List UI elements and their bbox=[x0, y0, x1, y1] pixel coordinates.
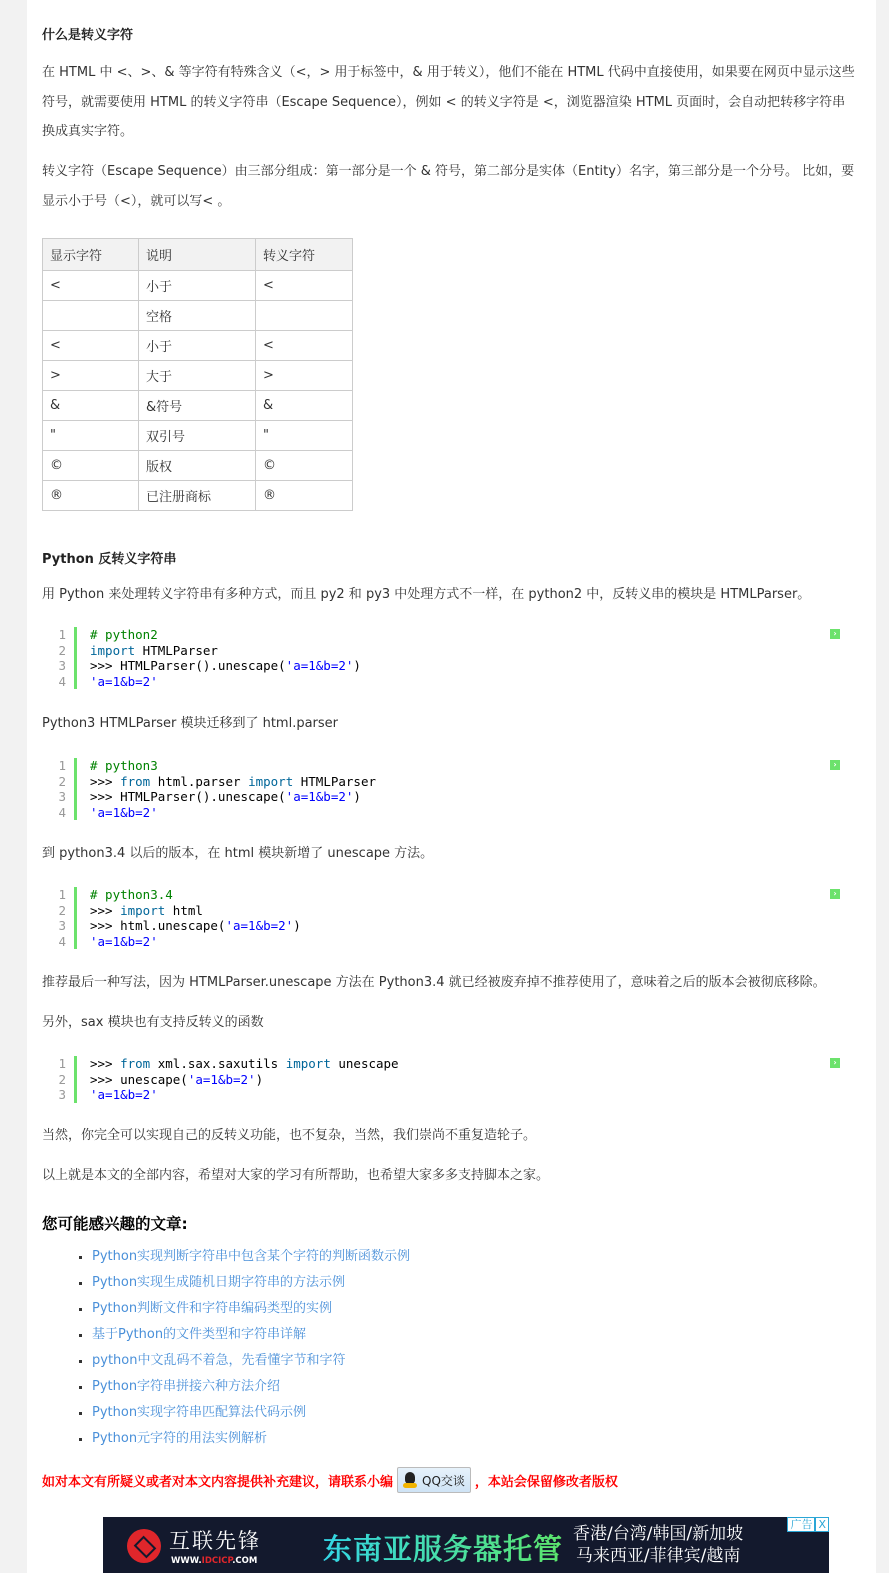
code-token: import bbox=[285, 1056, 331, 1071]
line-number: 3 bbox=[42, 1087, 77, 1103]
code-token: html.parser bbox=[150, 773, 249, 789]
code-text bbox=[77, 789, 361, 805]
code-line bbox=[42, 658, 842, 674]
table-cell: > bbox=[43, 361, 139, 391]
code-line bbox=[42, 934, 842, 950]
code-token: 'a=1&b=2' bbox=[225, 918, 294, 933]
code-text bbox=[77, 887, 173, 903]
code-line bbox=[42, 918, 842, 934]
table-cell: © bbox=[43, 451, 139, 481]
table-row bbox=[43, 301, 353, 331]
code-text bbox=[77, 627, 158, 643]
table-cell: 大于 bbox=[139, 361, 256, 391]
code-line bbox=[42, 1087, 842, 1103]
code-token: ) bbox=[353, 658, 361, 673]
ad-regions bbox=[573, 1523, 743, 1567]
line-number: 3 bbox=[42, 789, 77, 805]
related-article-link[interactable]: Python判断文件和字符串编码类型的实例 bbox=[92, 1301, 333, 1316]
paragraph-no-reinvent: 当然，你完全可以实现自己的反转义功能，也不复杂，当然，我们崇尚不重复造轮子。 bbox=[42, 1128, 537, 1143]
line-number: 4 bbox=[42, 674, 77, 690]
table-cell: © bbox=[256, 451, 353, 481]
code-text bbox=[77, 903, 203, 919]
code-token: import bbox=[120, 902, 166, 918]
qq-chat-label: QQ交谈 bbox=[422, 1473, 465, 1488]
code-token: from bbox=[120, 773, 151, 789]
code-token: >>> bbox=[90, 773, 121, 789]
code-text bbox=[77, 1056, 399, 1072]
line-number: 1 bbox=[42, 887, 77, 903]
table-row bbox=[43, 421, 353, 451]
related-articles-title: 您可能感兴趣的文章: bbox=[42, 1215, 188, 1233]
code-text bbox=[77, 643, 218, 659]
line-number: 4 bbox=[42, 805, 77, 821]
code-text bbox=[77, 658, 361, 674]
code-text bbox=[77, 674, 158, 690]
code-token: 'a=1&b=2' bbox=[285, 789, 354, 804]
section-title-python-unescape: Python 反转义字符串 bbox=[42, 552, 177, 567]
paragraph-escape-intro: 在 HTML 中 <、>、& 等字符有特殊含义（<，> 用于标签中，& 用于转义），他们不能在 HTML 代码中直接使用，如果要在网页中显示这些符号，就需要使用 HTML 的转义字符串（Escape Sequence），例如 < 的转义字符是 <，浏览器渲染 HTML 页面时，会自动把转移字符串换成真实字符。 bbox=[42, 65, 855, 139]
code-line bbox=[42, 789, 842, 805]
related-article-link[interactable]: Python实现判断字符串中包含某个字符的判断函数示例 bbox=[92, 1249, 411, 1264]
ad-tag bbox=[787, 1517, 829, 1532]
code-token: # python3.4 bbox=[90, 887, 173, 902]
table-cell: 空格 bbox=[139, 301, 256, 331]
table-cell: ® bbox=[256, 481, 353, 511]
notice-text-after: ，本站会保留修改者版权 bbox=[474, 1474, 618, 1490]
list-item bbox=[77, 1400, 410, 1426]
paragraph-python34: 到 python3.4 以后的版本，在 html 模块新增了 unescape 方法。 bbox=[42, 846, 434, 861]
code-token: 'a=1&b=2' bbox=[285, 658, 354, 673]
code-token: html bbox=[165, 902, 203, 918]
copy-code-icon[interactable]: › bbox=[830, 1058, 840, 1068]
code-text bbox=[77, 918, 301, 934]
ad-url bbox=[171, 1556, 257, 1566]
code-token: unescape bbox=[330, 1056, 399, 1071]
ad-regions-line2: 马来西亚/菲律宾/越南 bbox=[575, 1546, 741, 1566]
column-header: 转义字符 bbox=[256, 239, 353, 271]
line-number: 3 bbox=[42, 658, 77, 674]
ad-headline: 东南亚服务器托管 bbox=[323, 1527, 563, 1568]
table-cell: & bbox=[43, 391, 139, 421]
code-token: HTMLParser bbox=[135, 642, 218, 658]
ad-brand-name: 互联先锋 bbox=[169, 1529, 261, 1553]
line-number: 2 bbox=[42, 903, 77, 919]
code-token: >>> HTMLParser().unescape( bbox=[90, 789, 286, 804]
list-item bbox=[77, 1426, 410, 1452]
ad-url-brand: IDCICP bbox=[201, 1556, 233, 1566]
article-page bbox=[27, 0, 876, 1573]
code-token: ) bbox=[255, 1071, 264, 1087]
list-item bbox=[77, 1348, 410, 1374]
code-line bbox=[42, 674, 842, 690]
line-number: 1 bbox=[42, 1056, 77, 1072]
code-text bbox=[77, 774, 376, 790]
code-token: >>> html.unescape( bbox=[90, 918, 226, 933]
code-token: # python2 bbox=[90, 627, 158, 642]
code-block bbox=[42, 758, 842, 820]
code-line bbox=[42, 627, 842, 643]
table-cell: ® bbox=[43, 481, 139, 511]
line-number: 2 bbox=[42, 643, 77, 659]
related-article-link[interactable]: Python实现生成随机日期字符串的方法示例 bbox=[92, 1275, 346, 1290]
code-token: 'a=1&b=2' bbox=[90, 673, 158, 689]
paragraph-sax: 另外，sax 模块也有支持反转义的函数 bbox=[42, 1015, 264, 1030]
table-cell: 小于 bbox=[139, 271, 256, 301]
list-item bbox=[77, 1322, 410, 1348]
copy-code-icon[interactable]: › bbox=[830, 629, 840, 639]
table-cell: & bbox=[256, 391, 353, 421]
code-text bbox=[77, 1072, 263, 1088]
ad-regions-line1: 香港/台湾/韩国/新加坡 bbox=[573, 1524, 744, 1544]
qq-penguin-icon bbox=[403, 1472, 417, 1488]
section-title-escape: 什么是转义字符 bbox=[42, 28, 134, 43]
code-block bbox=[42, 887, 842, 949]
table-cell: " bbox=[256, 421, 353, 451]
line-number: 2 bbox=[42, 1072, 77, 1088]
code-token: 'a=1&b=2' bbox=[90, 1087, 158, 1102]
ad-close-icon[interactable]: X bbox=[815, 1517, 829, 1532]
code-token: ) bbox=[353, 789, 361, 804]
paragraph-python3-parser: Python3 HTMLParser 模块迁移到了 html.parser bbox=[42, 716, 339, 731]
paragraph-escape-structure: 转义字符（Escape Sequence）由三部分组成：第一部分是一个 & 符号，第二部分是实体（Entity）名字，第三部分是一个分号。 比如，要显示小于号（<），就可以写< 。 bbox=[42, 164, 855, 209]
table-cell: " bbox=[43, 421, 139, 451]
code-line bbox=[42, 774, 842, 790]
list-item bbox=[77, 1270, 410, 1296]
brand-logo-icon bbox=[127, 1529, 161, 1563]
line-number: 4 bbox=[42, 934, 77, 950]
paragraph-conclusion: 以上就是本文的全部内容，希望对大家的学习有所帮助，也希望大家多多支持脚本之家。 bbox=[42, 1168, 550, 1183]
feedback-notice bbox=[42, 1466, 618, 1494]
code-token: 'a=1&b=2' bbox=[90, 804, 158, 820]
table-cell: 版权 bbox=[139, 451, 256, 481]
table-cell: 已注册商标 bbox=[139, 481, 256, 511]
code-token: >>> unescape( bbox=[90, 1071, 188, 1087]
related-article-link[interactable]: Python字符串拼接六种方法介绍 bbox=[92, 1379, 281, 1394]
ad-url-prefix: WWW. bbox=[171, 1556, 202, 1566]
ad-banner[interactable] bbox=[103, 1517, 829, 1573]
code-text bbox=[77, 1087, 158, 1103]
table-cell: < bbox=[256, 271, 353, 301]
line-number: 2 bbox=[42, 774, 77, 790]
table-row bbox=[43, 481, 353, 511]
ad-label: 广告 bbox=[787, 1517, 815, 1532]
code-line bbox=[42, 887, 842, 903]
copy-code-icon[interactable]: › bbox=[830, 760, 840, 770]
code-line bbox=[42, 903, 842, 919]
code-token: ) bbox=[293, 918, 301, 933]
table-row bbox=[43, 391, 353, 421]
table-row bbox=[43, 451, 353, 481]
paragraph-recommend: 推荐最后一种写法，因为 HTMLParser.unescape 方法在 Python3.4 就已经被废弃掉不推荐使用了，意味着之后的版本会被彻底移除。 bbox=[42, 975, 826, 990]
line-number: 3 bbox=[42, 918, 77, 934]
related-article-link[interactable]: Python元字符的用法实例解析 bbox=[92, 1431, 268, 1446]
column-header: 显示字符 bbox=[43, 239, 139, 271]
list-item bbox=[77, 1244, 410, 1270]
line-number: 1 bbox=[42, 758, 77, 774]
table-cell: &符号 bbox=[139, 391, 256, 421]
related-article-link[interactable]: 基于Python的文件类型和字符串详解 bbox=[92, 1327, 307, 1342]
table-cell: 双引号 bbox=[139, 421, 256, 451]
table-row bbox=[43, 271, 353, 301]
code-text bbox=[77, 934, 158, 950]
related-articles-list bbox=[77, 1244, 410, 1452]
table-row bbox=[43, 361, 353, 391]
code-token: import bbox=[90, 642, 136, 658]
code-line bbox=[42, 1056, 842, 1072]
related-article-link[interactable]: python中文乱码不着急，先看懂字节和字符 bbox=[92, 1353, 346, 1368]
code-token: # python3 bbox=[90, 758, 158, 773]
code-token: >>> bbox=[90, 902, 121, 918]
table-cell: < bbox=[43, 271, 139, 301]
paragraph-python-methods: 用 Python 来处理转义字符串有多种方式，而且 py2 和 py3 中处理方式不一样，在 python2 中，反转义串的模块是 HTMLParser。 bbox=[42, 587, 811, 602]
code-block bbox=[42, 627, 842, 689]
code-token: HTMLParser bbox=[293, 773, 377, 789]
column-header: 说明 bbox=[139, 239, 256, 271]
code-token: >>> bbox=[90, 1056, 121, 1071]
qq-chat-button[interactable] bbox=[397, 1467, 471, 1493]
table-cell: > bbox=[256, 361, 353, 391]
list-item bbox=[77, 1296, 410, 1322]
notice-text-before: 如对本文有所疑义或者对本文内容提供补充建议，请联系小编 bbox=[42, 1474, 394, 1490]
code-token: >>> HTMLParser().unescape( bbox=[90, 658, 286, 673]
table-cell bbox=[256, 301, 353, 331]
table-cell: < bbox=[43, 331, 139, 361]
table-cell: < bbox=[256, 331, 353, 361]
code-block bbox=[42, 1056, 842, 1103]
table-header-row bbox=[43, 239, 353, 271]
line-number: 1 bbox=[42, 627, 77, 643]
escape-table bbox=[42, 238, 353, 511]
code-text bbox=[77, 805, 158, 821]
table-row bbox=[43, 331, 353, 361]
copy-code-icon[interactable]: › bbox=[830, 889, 840, 899]
code-token: from bbox=[120, 1056, 151, 1071]
code-token: xml.sax.saxutils bbox=[150, 1056, 286, 1071]
code-line bbox=[42, 758, 842, 774]
table-cell: 小于 bbox=[139, 331, 256, 361]
table-cell bbox=[43, 301, 139, 331]
list-item bbox=[77, 1374, 410, 1400]
code-token: import bbox=[248, 773, 294, 789]
code-token: 'a=1&b=2' bbox=[90, 933, 158, 949]
code-line bbox=[42, 1072, 842, 1088]
related-article-link[interactable]: Python实现字符串匹配算法代码示例 bbox=[92, 1405, 307, 1420]
code-text bbox=[77, 758, 158, 774]
code-line bbox=[42, 805, 842, 821]
code-line bbox=[42, 643, 842, 659]
ad-url-suffix: .COM bbox=[232, 1556, 258, 1566]
code-token: 'a=1&b=2' bbox=[187, 1071, 256, 1087]
